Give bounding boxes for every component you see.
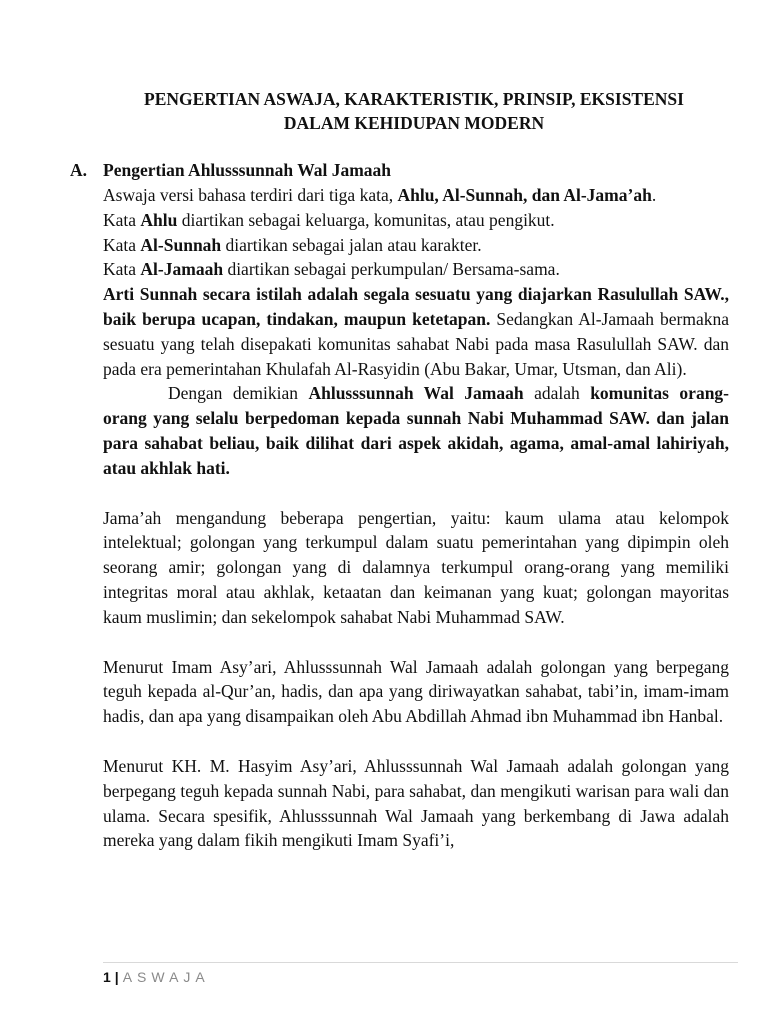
document-title: [90, 87, 738, 135]
page-footer: [103, 962, 738, 985]
paragraph-jamaah-meanings: Jama’ah mengandung beberapa pengertian, yaitu: kaum ulama atau kelompok intelektual; golongan yang terkumpul dalam suatu pemerintahan yang dipimpin oleh seorang amir; golongan yang di dalamnya terkumpul orang-orang yang memiliki integritas moral atau akhlak, ketaatan dan keimanan yang kuat; golongan mayoritas kaum muslimin; dan sekelompok sahabat Nabi Muhammad SAW.: [103, 507, 729, 627]
paragraph-imam-asyari: Menurut Imam Asy’ari, Ahlusssunnah Wal Jamaah adalah golongan yang berpegang teguh kepada al-Qur’an, hadis, dan apa yang diriwayatkan sahabat, tabi’in, imam-imam hadis, dan apa yang disampaikan oleh Abu Abdillah Ahmad ibn Muhammad ibn Hanbal.: [103, 656, 729, 727]
footer-separator: |: [114, 969, 119, 985]
paragraph-al-jamaah: Kata Al-Jamaah diartikan sebagai perkumpulan/ Bersama-sama.: [103, 259, 560, 280]
title-line-2: DALAM KEHIDUPAN MODERN: [283, 113, 545, 133]
paragraph-conclusion: Dengan demikian Ahlusssunnah Wal Jamaah adalah komunitas orang-orang yang selalu berpedoman kepada sunnah Nabi Muhammad SAW. dan jalan para sahabat beliau, baik dilihat dari aspek akidah, agama, amal-amal lahiriyah, atau akhlak hati.: [103, 383, 730, 478]
section-heading: [70, 158, 730, 183]
title-line-1: PENGERTIAN ASWAJA, KARAKTERISTIK, PRINSIP, EKSISTENSI: [144, 89, 684, 109]
paragraph-sunnah-meaning: Arti Sunnah secara istilah adalah segala sesuatu yang diajarkan Rasulullah SAW., baik berupa ucapan, tindakan, maupun ketetapan. Sedangkan Al-Jamaah bermakna sesuatu yang telah disepakati komunitas sahabat Nabi pada masa Rasulullah SAW. dan pada era pemerintahan Khulafah Al-Rasyidin (Abu Bakar, Umar, Utsman, dan Ali).: [103, 284, 729, 379]
paragraph-al-sunnah: Kata Al-Sunnah diartikan sebagai jalan atau karakter.: [103, 234, 482, 255]
section-number: A.: [70, 160, 88, 180]
paragraph-ahlu: Kata Ahlu diartikan sebagai keluarga, komunitas, atau pengikut.: [103, 209, 555, 230]
document-body: [103, 183, 729, 853]
section-title: Pengertian Ahlusssunnah Wal Jamaah: [103, 160, 392, 180]
paragraph-hasyim-asyari: Menurut KH. M. Hasyim Asy’ari, Ahlusssunnah Wal Jamaah adalah golongan yang berpegang teguh kepada sunnah Nabi, para sahabat, dan mengikuti warisan para wali dan ulama. Secara spesifik, Ahlusssunnah Wal Jamaah yang berkembang di Jawa adalah mereka yang dalam fikih mengikuti Imam Syafi’i,: [103, 755, 729, 851]
running-title: ASWAJA: [122, 969, 210, 985]
page-number: 1: [103, 969, 111, 985]
paragraph-aswaja-definition: Aswaja versi bahasa terdiri dari tiga kata, Ahlu, Al-Sunnah, dan Al-Jama’ah.: [103, 185, 657, 205]
